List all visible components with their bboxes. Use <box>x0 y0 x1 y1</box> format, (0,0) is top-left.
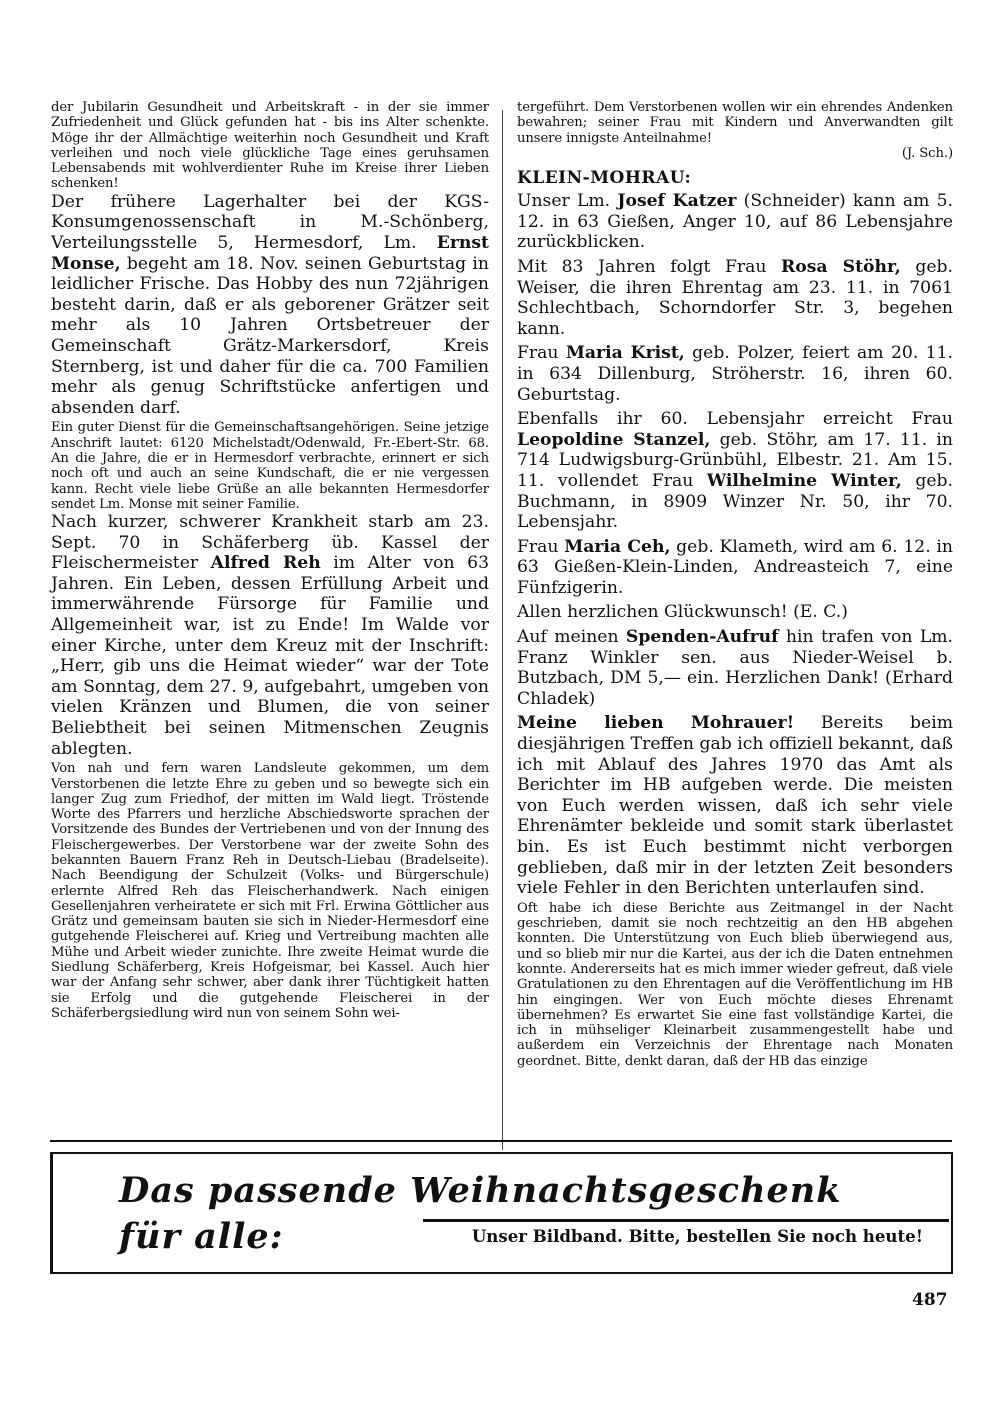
section-heading-klein-mohrau: KLEIN-MOHRAU: <box>517 168 692 189</box>
left-column <box>51 100 489 1021</box>
page-number: 487 <box>912 1290 948 1310</box>
left-paragraph-1: der Jubilarin Gesundheit und Arbeitskraft - in der sie immer Zufriedenheit und Glück gefunden hat - bis ins Alter schenkte. Möge ihr der Allmächtige weiterhin noch Gesundheit und Kraft verleihen und noch viele glückliche Tage eines geruhsamen Lebensabends mit wohlverdienter Ruhe im Kreise ihrer Lieben schenken! <box>51 100 489 192</box>
ad-subtitle: Unser Bildband. Bitte, bestellen Sie noch heute! <box>471 1226 923 1246</box>
right-paragraph-spenden: Auf meinen Spenden-Aufruf hin trafen von Lm. Franz Winkler sen. aus Nieder-Weisel b. Butzbach, DM 5,— ein. Herzlichen Dank! (Erhard Chladek) <box>517 627 954 709</box>
left-paragraph-4: Nach kurzer, schwerer Krankheit starb am 23. Sept. 70 in Schäferberg üb. Kassel der Fleischermeister Alfred Reh im Alter von 63 Jahren. Ein Leben, dessen Erfüllung Arbeit und immerwährende Fürsorge für Familie und Allgemeinheit war, ist zu Ende! Im Walde vor einer Kirche, unter dem Kreuz mit der Inschrift: „Herr, gib uns die Heimat wieder“ war der Tote am Sonntag, dem 27. 9, aufgebahrt, umgeben von vielen Kränzen und Blumen, die von seiner Beliebtheit bei seinen Mitmenschen Zeugnis ablegten. <box>51 512 490 759</box>
right-paragraph-10: Oft habe ich diese Berichte aus Zeitmangel in der Nacht geschrieben, damit sie noch rechtzeitig an den HB abgehen konnten. Die Unterstützung von Euch blieb überwiegend aus, und so blieb mir nur die Kartei, aus der ich die Daten entnehmen konnte. Andererseits hat es mich immer wieder gefreut, daß viele Gratulationen zu den Ehrentagen auf die Veröffentlichung im HB hin eingingen. Wer von Euch möchte dieses Ehrenamt übernehmen? Es erwartet Sie eine fast vollständige Kartei, die ich in mühseliger Kleinarbeit zusammengestellt habe und außerdem ein Verzeichnis der Ehrentage nach Monaten geordnet. Bitte, denkt daran, daß der HB das einzige <box>517 900 953 1069</box>
right-paragraph-ceh: Frau Maria Ceh, geb. Klameth, wird am 6. 12. in 63 Gießen-Klein-Linden, Andreasteich 7, eine Fünfzigerin. <box>517 536 953 598</box>
right-paragraph-katzer: Unser Lm. Josef Katzer (Schneider) kann am 5. 12. in 63 Gießen, Anger 10, auf 86 Lebensjahre zurückblicken. <box>517 191 953 253</box>
left-paragraph-2: Der frühere Lagerhalter bei der KGS-Konsumgenossenschaft in M.-Schönberg, Verteilungsstelle 5, Hermesdorf, Lm. Ernst Monse, begeht am 18. Nov. seinen Geburtstag in leidlicher Frische. Das Hobby des nun 72jährigen besteht darin, daß er als geborener Grätzer seit mehr als 10 Jahren Ortsbetreuer der Gemeinschaft Grätz-Markersdorf, Kreis Sternberg, ist und daher für die ca. 700 Familien mehr als genug Schriftstücke anfertigen und absenden darf. <box>51 191 489 418</box>
right-paragraph-glueckwunsch: Allen herzlichen Glückwunsch! (E. C.) <box>517 602 848 623</box>
left-paragraph-5: Von nah und fern waren Landsleute gekommen, um dem Verstorbenen die letzte Ehre zu geben und so bewegte sich ein langer Zug zum Friedhof, der mitten im Wald liegt. Tröstende Worte des Pfarrers und herzliche Abschiedsworte sprachen der Vorsitzende des Bundes der Vertriebenen und von der Innung des Fleischergewerbes. Der Verstorbene war der zweite Sohn des bekannten Bauern Franz Reh in Deutsch-Liebau (Bradelseite). Nach Beendigung der Schulzeit (Volks- und Bürgerschule) erlernte Alfred Reh das Fleischerhandwerk. Nach einigen Gesellenjahren verheiratete er sich mit Frl. Erwina Göttlicher aus Grätz und gemeinsam bauten sie sich in Nieder-Hermesdorf eine gutgehende Fleischerei auf. Krieg und Vertreibung machten alle Mühe und Arbeit wieder zunichte. Ihre zweite Heimat wurde die Siedlung Schäferberg, Kreis Hofgeismar, bei Kassel. Auch hier war der Anfang sehr schwer, aber dank ihrer Tüchtigkeit hatten sie Erfolg und die gutgehende Fleischerei in der Schäferbergsiedlung wird nun von seinem Sohn wei- <box>51 761 489 1021</box>
right-paragraph-stanzel: Ebenfalls ihr 60. Lebensjahr erreicht Frau Leopoldine Stanzel, geb. Stöhr, am 17. 11. in 714 Ludwigsburg-Grünbühl, Elbestr. 21. Am 15. 11. vollendet Frau Wilhelmine Winter, geb. Buchmann, in 8909 Winzer Nr. 50, ihr 70. Lebensjahr. <box>517 409 953 533</box>
advertisement-box <box>50 1152 953 1274</box>
separator-rule <box>50 1140 952 1142</box>
column-divider <box>502 110 503 1150</box>
right-paragraph-mohrauer: Meine lieben Mohrauer! Bereits beim diesjährigen Treffen gab ich offiziell bekannt, daß ich mit Ablauf des Jahres 1970 das Amt als Berichter im HB aufgeben werde. Die meisten von Euch werden wissen, daß ich sehr viele Ehrenämter bekleide und somit stark überlastet bin. Es ist Euch bestimmt nicht verborgen geblieben, daß mir in der letzten Zeit besonders viele Fehler in den Berichten unterlaufen sind. <box>517 713 954 899</box>
right-paragraph-stoehr: Mit 83 Jahren folgt Frau Rosa Stöhr, geb. Weiser, die ihren Ehrentag am 23. 11. in 7061 Schlechtbach, Schorndorfer Str. 3, begehen kann. <box>517 256 953 339</box>
name-alfred-reh: Alfred Reh <box>210 553 321 574</box>
right-column <box>517 100 953 1069</box>
left-paragraph-3: Ein guter Dienst für die Gemeinschaftsangehörigen. Seine jetzige Anschrift lautet: 6120 Michelstadt/Odenwald, Fr.-Ebert-Str. 68. An die Jahre, die er in Hermesdorf verbrachte, erinnert er sich noch oft und auch an seine Kundschaft, die er nie vergessen kann. Recht viele liebe Grüße an alle bekannten Hermesdorfer sendet Lm. Monse mit seiner Familie. <box>51 420 489 512</box>
signature-j-sch: (J. Sch.) <box>901 145 953 161</box>
right-paragraph-1: tergeführt. Dem Verstorbenen wollen wir ein ehrendes Andenken bewahren; seiner Frau mit Kindern und Anverwandten gilt unsere innigste Anteilnahme! <box>517 100 953 146</box>
name-ernst-monse: Ernst Monse, <box>51 232 489 274</box>
ad-title: Das passende Weihnachtsgeschenk für alle: <box>119 1170 842 1257</box>
right-paragraph-krist: Frau Maria Krist, geb. Polzer, feiert am 20. 11. in 634 Dillenburg, Ströherstr. 16, ihren 60. Geburtstag. <box>517 343 954 405</box>
